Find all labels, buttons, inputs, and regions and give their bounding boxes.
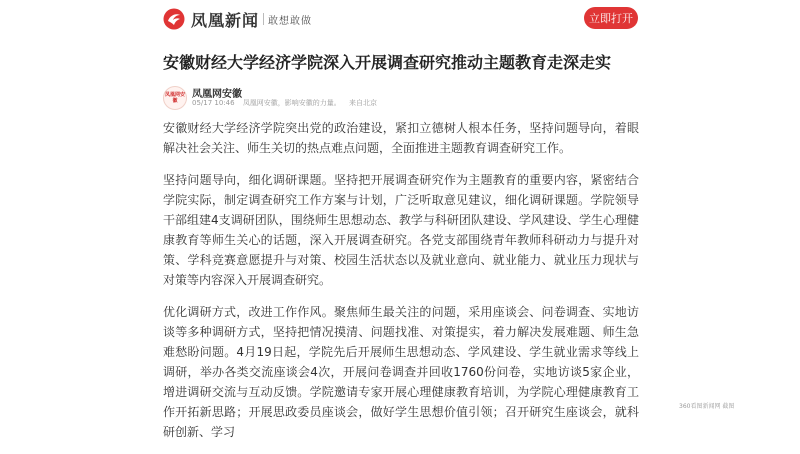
paragraph: 优化调研方式，改进工作作风。聚焦师生最关注的问题，采用座谈会、问卷调查、实地访谈等多种调研方式，坚持把情况摸清、问题找准、对策提实，着力解决发展难题、师生急难愁盼问题。4月19日起，学院先后开展师生思想动态、学风建设、学生就业需求等线上调研，举办各类交流座谈会4次，开展问卷调查并回收1760份问卷，实地访谈5家企业，增进调研交流与互动反馈。学院邀请专家开展心理健康教育培训，为学院心理健康教育工作开拓新思路；开展思政委员座谈会，做好学生思想价值引领；召开研究生座谈会，就科研创新、学习 bbox=[163, 305, 639, 439]
brand-slogan: 敢想敢做 bbox=[268, 15, 313, 27]
watermark: 360看图新闻网 截图 bbox=[679, 403, 735, 410]
article-title: 安徽财经大学经济学院深入开展调查研究推动主题教育走深走实 bbox=[163, 53, 612, 72]
paragraph: 坚持问题导向，细化调研课题。坚持把开展调查研究作为主题教育的重要内容，紧密结合学院实际，制定调查研究工作方案与计划，广泛听取意见建议，细化调研课题。学院领导干部组建4支调研团队，围绕师生思想动态、教学与科研团队建设、学风建设、学生心理健康教育等师生关心的话题，深入开展调查研究。各党支部围绕青年教师科研动力与提升对策、学科竞赛意愿提升与对策、校园生活状态以及就业意向、就业能力、就业压力现状与对策等内容深入开展调查研究。 bbox=[163, 173, 639, 287]
avatar[interactable] bbox=[163, 86, 187, 110]
top-bar bbox=[0, 0, 800, 38]
brand-name: 凤凰新闻 bbox=[191, 10, 260, 30]
phoenix-logo-icon bbox=[163, 8, 185, 30]
paragraph: 安徽财经大学经济学院突出党的政治建设，紧扣立德树人根本任务，坚持问题导向，着眼解决社会关注、师生关切的热点难点问题，全面推进主题教育调查研究工作。 bbox=[163, 121, 639, 155]
logo-divider bbox=[263, 13, 264, 25]
author-meta bbox=[192, 98, 383, 108]
article-body bbox=[163, 118, 639, 454]
author-description: 凤凰网安徽，影响安徽的力量。 bbox=[242, 99, 341, 107]
publish-date: 05/17 10:46 bbox=[192, 99, 235, 107]
avatar-label: 凤凰网安徽 bbox=[164, 92, 185, 104]
author-name[interactable]: 凤凰网安徽 bbox=[192, 89, 242, 100]
publish-location: 来自北京 bbox=[349, 99, 378, 107]
open-app-button[interactable]: 立即打开 bbox=[584, 7, 638, 29]
brand-logo[interactable] bbox=[163, 7, 312, 31]
